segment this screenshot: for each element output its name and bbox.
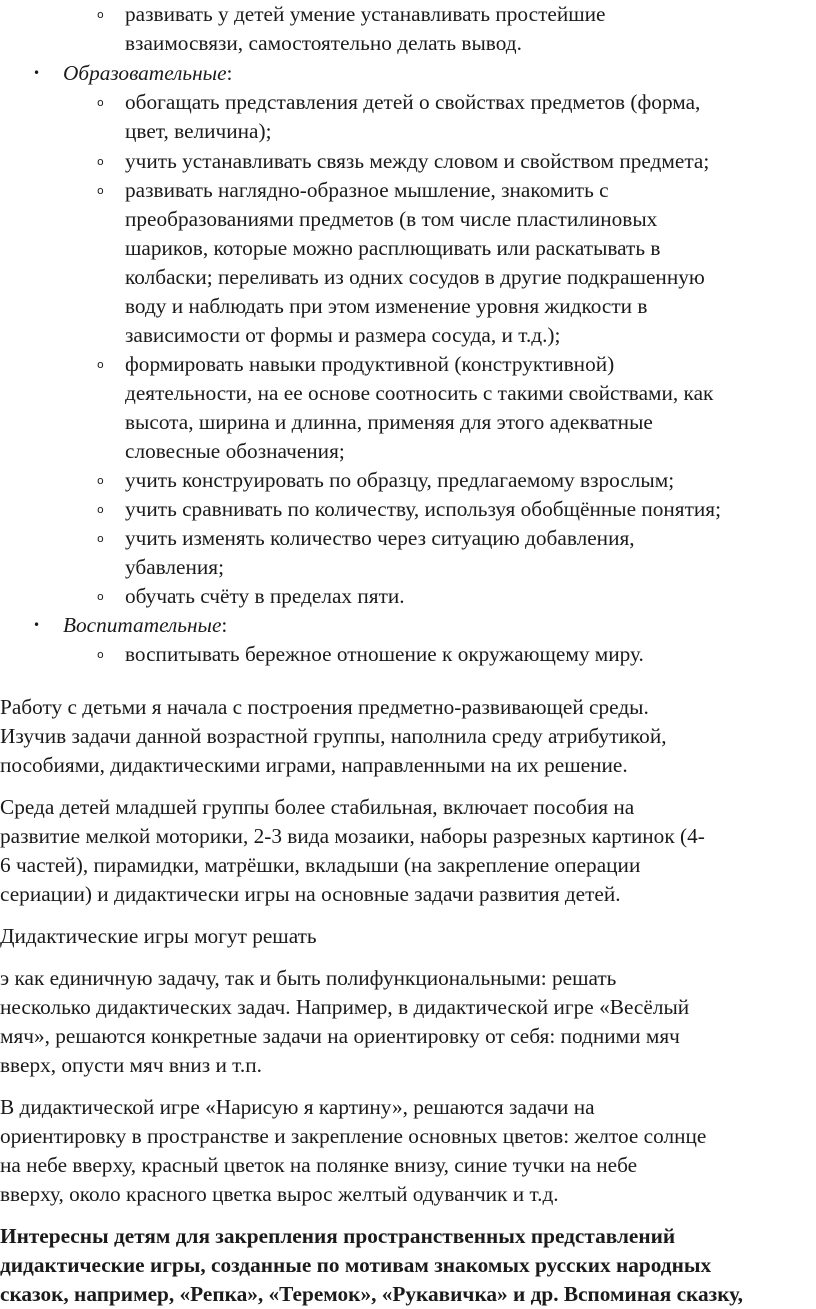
paragraph-line: Дидактические игры могут решать — [0, 924, 317, 948]
heading-colon: : — [226, 61, 233, 85]
section-heading-educational — [63, 59, 232, 88]
disc-bullet-icon: • — [33, 618, 41, 632]
list-item-text: деятельности, на ее основе соотносить с такими свойствами, как — [125, 381, 714, 405]
paragraph-line: ориентировку в пространстве и закрепление основных цветов: желтое солнце — [0, 1124, 707, 1148]
paragraph-line: пособиями, дидактическими играми, направленными на их решение. — [0, 753, 628, 777]
paragraph-line: развитие мелкой моторики, 2-3 вида мозаики, наборы разрезных картинок (4- — [0, 824, 705, 848]
paragraph-line-bold: Интересны детям для закрепления пространственных представлений — [0, 1224, 676, 1248]
paragraph-line: на небе вверху, красный цветок на полянке внизу, синие тучки на небе — [0, 1153, 638, 1177]
list-item-text: формировать навыки продуктивной (конструктивной) — [125, 352, 615, 376]
paragraph-line: мяч», решаются конкретные задачи на ориентировку от себя: подними мяч — [0, 1024, 680, 1048]
circle-bullet-icon: o — [97, 358, 104, 371]
list-item-text: воду и наблюдать при этом изменение уровня жидкости в — [125, 294, 648, 318]
paragraph-line: сериации) и дидактически игры на основные задачи развития детей. — [0, 882, 621, 906]
paragraph-line: вверху, около красного цветка вырос желтый одуванчик и т.д. — [0, 1182, 559, 1206]
paragraph-line: э как единичную задачу, так и быть полифункциональными: решать — [0, 966, 617, 990]
list-item-text: шариков, которые можно расплющивать или раскатывать в — [125, 236, 661, 260]
list-item-text: учить устанавливать связь между словом и свойством предмета; — [125, 149, 710, 173]
circle-bullet-icon: o — [97, 590, 104, 603]
list-item-text: развивать у детей умение устанавливать простейшие — [125, 2, 606, 26]
list-item-text: зависимости от формы и размера сосуда, и т.д.); — [125, 323, 561, 347]
list-item-text: преобразованиями предметов (в том числе пластилиновых — [125, 207, 658, 231]
circle-bullet-icon: o — [97, 8, 104, 21]
list-item-text: учить сравнивать по количеству, используя обобщённые понятия; — [125, 497, 722, 521]
circle-bullet-icon: o — [97, 474, 104, 487]
list-item-text: обучать счёту в пределах пяти. — [125, 584, 405, 608]
list-item-text: взаимосвязи, самостоятельно делать вывод. — [125, 31, 522, 55]
list-item-text: воспитывать бережное отношение к окружающему миру. — [125, 642, 644, 666]
list-item-text: учить изменять количество через ситуацию добавления, — [125, 526, 635, 550]
paragraph-line: Изучив задачи данной возрастной группы, наполнила среду атрибутикой, — [0, 724, 667, 748]
list-item-text: убавления; — [125, 555, 225, 579]
paragraph-line: 6 частей), пирамидки, матрёшки, вкладыши (на закрепление операции — [0, 853, 641, 877]
list-item-text: цвет, величина); — [125, 119, 272, 143]
circle-bullet-icon: o — [97, 96, 104, 109]
list-item-text: колбаски; переливать из одних сосудов в другие подкрашенную — [125, 265, 705, 289]
heading-label: Образовательные — [63, 61, 227, 85]
list-item-text: обогащать представления детей о свойствах предметов (форма, — [125, 90, 701, 114]
circle-bullet-icon: o — [97, 532, 104, 545]
heading-colon: : — [221, 613, 228, 637]
paragraph-line: несколько дидактических задач. Например, в дидактической игре «Весёлый — [0, 995, 690, 1019]
list-item-text: развивать наглядно-образное мышление, знакомить с — [125, 178, 609, 202]
paragraph-line: Среда детей младшей группы более стабильная, включает пособия на — [0, 795, 635, 819]
section-heading-upbringing — [63, 611, 227, 640]
list-item-text: словесные обозначения; — [125, 439, 345, 463]
paragraph-line: вверх, опусти мяч вниз и т.п. — [0, 1053, 262, 1077]
list-item-text: высота, ширина и длинна, применяя для этого адекватные — [125, 410, 653, 434]
paragraph-line-bold: дидактические игры, созданные по мотивам знакомых русских народных — [0, 1253, 712, 1277]
circle-bullet-icon: o — [97, 184, 104, 197]
list-item-text: учить конструировать по образцу, предлагаемому взрослым; — [125, 468, 675, 492]
circle-bullet-icon: o — [97, 503, 104, 516]
disc-bullet-icon: • — [33, 66, 41, 80]
heading-label: Воспитательные — [63, 613, 222, 637]
circle-bullet-icon: o — [97, 155, 104, 168]
paragraph-line: Работу с детьми я начала с построения предметно-развивающей среды. — [0, 695, 649, 719]
paragraph-line-bold: сказок, например, «Репка», «Теремок», «Рукавичка» и др. Вспоминая сказку, — [0, 1282, 743, 1306]
paragraph-line: В дидактической игре «Нарисую я картину», решаются задачи на — [0, 1095, 595, 1119]
circle-bullet-icon: o — [97, 648, 104, 661]
